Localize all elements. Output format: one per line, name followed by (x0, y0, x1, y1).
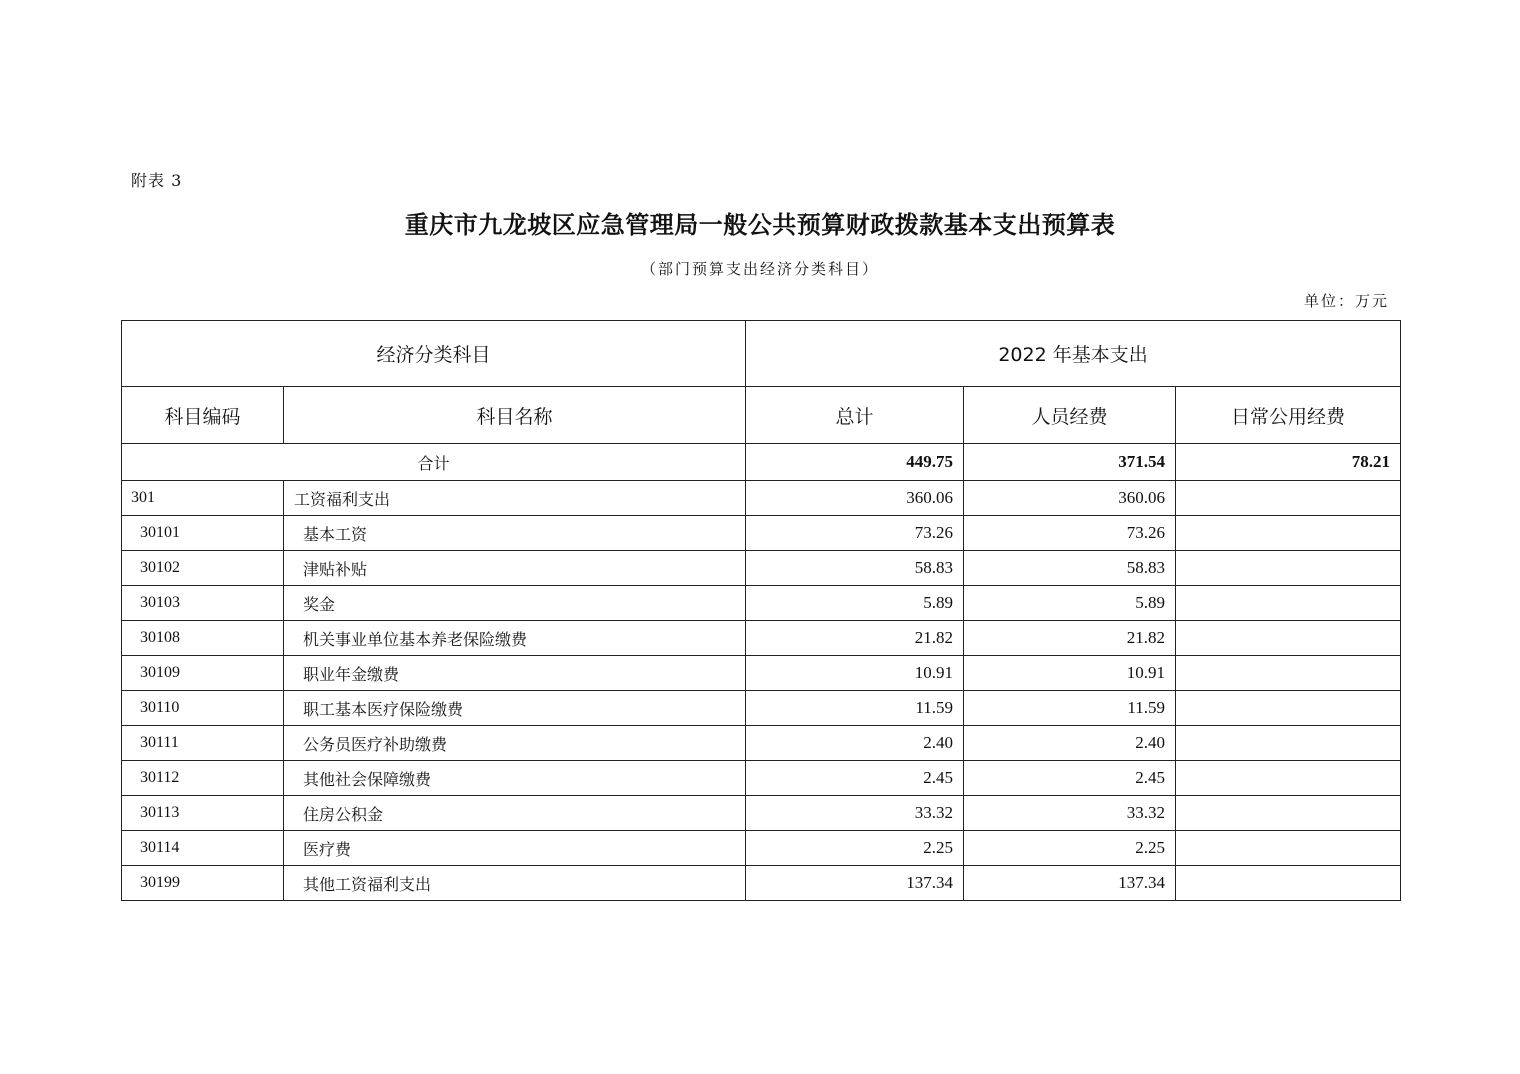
row-public (1176, 551, 1401, 586)
table-row (122, 621, 1401, 656)
row-name: 其他社会保障缴费 (284, 761, 746, 796)
row-code: 30103 (122, 586, 284, 621)
row-name: 机关事业单位基本养老保险缴费 (284, 621, 746, 656)
row-name: 基本工资 (284, 516, 746, 551)
row-name: 住房公积金 (284, 796, 746, 831)
row-code: 301 (122, 481, 284, 516)
row-code: 30110 (122, 691, 284, 726)
group-header-basic-expenditure: 2022 年基本支出 (746, 321, 1401, 387)
table-row (122, 866, 1401, 901)
row-public (1176, 831, 1401, 866)
row-code: 30101 (122, 516, 284, 551)
row-personnel: 11.59 (964, 691, 1176, 726)
table-row (122, 481, 1401, 516)
row-personnel: 10.91 (964, 656, 1176, 691)
row-total: 73.26 (746, 516, 964, 551)
row-total: 137.34 (746, 866, 964, 901)
total-personnel: 371.54 (964, 444, 1176, 481)
row-public (1176, 621, 1401, 656)
row-public (1176, 481, 1401, 516)
total-label: 合计 (122, 444, 746, 481)
row-public (1176, 796, 1401, 831)
column-header-public: 日常公用经费 (1176, 387, 1401, 444)
row-total: 21.82 (746, 621, 964, 656)
row-code: 30109 (122, 656, 284, 691)
table-row (122, 516, 1401, 551)
table-row (122, 831, 1401, 866)
row-total: 2.40 (746, 726, 964, 761)
row-total: 10.91 (746, 656, 964, 691)
row-code: 30114 (122, 831, 284, 866)
document-title: 重庆市九龙坡区应急管理局一般公共预算财政拨款基本支出预算表 (404, 210, 1116, 239)
row-code: 30199 (122, 866, 284, 901)
document-subtitle: （部门预算支出经济分类科目） (640, 260, 879, 278)
row-code: 30102 (122, 551, 284, 586)
total-total: 449.75 (746, 444, 964, 481)
table-row (122, 551, 1401, 586)
row-personnel: 73.26 (964, 516, 1176, 551)
row-total: 11.59 (746, 691, 964, 726)
group-header-economic-class: 经济分类科目 (122, 321, 746, 387)
table-row (122, 586, 1401, 621)
row-public (1176, 691, 1401, 726)
row-public (1176, 656, 1401, 691)
row-total: 58.83 (746, 551, 964, 586)
row-name: 医疗费 (284, 831, 746, 866)
row-personnel: 137.34 (964, 866, 1176, 901)
row-personnel: 21.82 (964, 621, 1176, 656)
table-row (122, 761, 1401, 796)
column-header-name: 科目名称 (284, 387, 746, 444)
row-public (1176, 761, 1401, 796)
row-code: 30112 (122, 761, 284, 796)
row-code: 30113 (122, 796, 284, 831)
table-row (122, 656, 1401, 691)
row-total: 2.45 (746, 761, 964, 796)
row-name: 职工基本医疗保险缴费 (284, 691, 746, 726)
row-name: 工资福利支出 (284, 481, 746, 516)
row-total: 2.25 (746, 831, 964, 866)
row-total: 33.32 (746, 796, 964, 831)
row-personnel: 2.45 (964, 761, 1176, 796)
row-name: 津贴补贴 (284, 551, 746, 586)
row-name: 职业年金缴费 (284, 656, 746, 691)
row-personnel: 360.06 (964, 481, 1176, 516)
row-name: 其他工资福利支出 (284, 866, 746, 901)
column-header-total: 总计 (746, 387, 964, 444)
total-public: 78.21 (1176, 444, 1401, 481)
budget-table (121, 320, 1401, 901)
row-code: 30111 (122, 726, 284, 761)
unit-label: 单位：万元 (1303, 292, 1389, 310)
row-public (1176, 586, 1401, 621)
row-name: 公务员医疗补助缴费 (284, 726, 746, 761)
row-personnel: 5.89 (964, 586, 1176, 621)
table-row (122, 726, 1401, 761)
row-public (1176, 866, 1401, 901)
row-name: 奖金 (284, 586, 746, 621)
row-public (1176, 726, 1401, 761)
column-header-personnel: 人员经费 (964, 387, 1176, 444)
column-header-row (122, 387, 1401, 444)
appendix-label: 附表 3 (131, 171, 183, 190)
total-row (122, 444, 1401, 481)
row-personnel: 33.32 (964, 796, 1176, 831)
table-row (122, 691, 1401, 726)
row-public (1176, 516, 1401, 551)
row-personnel: 58.83 (964, 551, 1176, 586)
row-personnel: 2.40 (964, 726, 1176, 761)
row-code: 30108 (122, 621, 284, 656)
column-header-code: 科目编码 (122, 387, 284, 444)
table-row (122, 796, 1401, 831)
group-header-row (122, 321, 1401, 387)
row-total: 360.06 (746, 481, 964, 516)
row-personnel: 2.25 (964, 831, 1176, 866)
row-total: 5.89 (746, 586, 964, 621)
